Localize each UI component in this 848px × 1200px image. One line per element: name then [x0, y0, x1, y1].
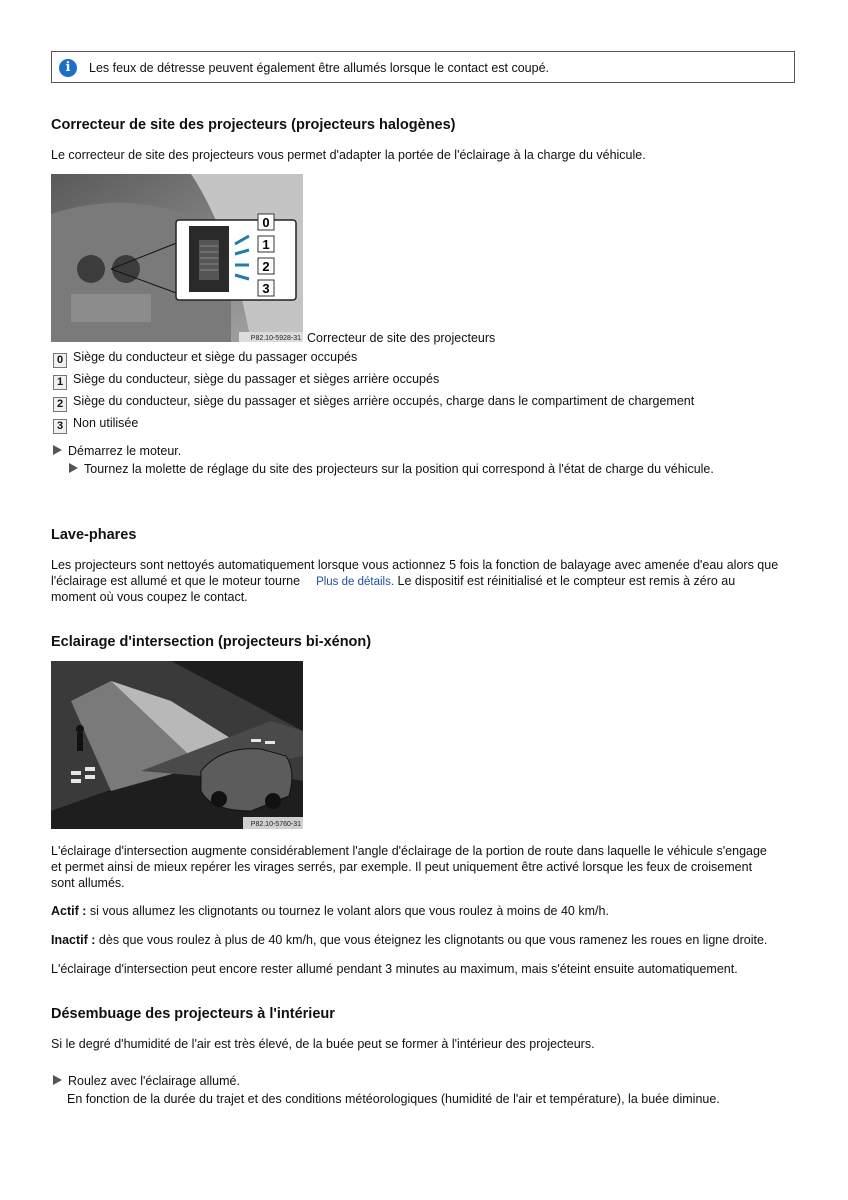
legend-item-1 [53, 371, 439, 390]
legend-text: Non utilisée [73, 416, 139, 430]
legend-text: Siège du conducteur, siège du passager et sièges arrière occupés, charge dans le compartiment de chargement [73, 394, 695, 408]
legend-text: Siège du conducteur et siège du passager occupés [73, 350, 358, 364]
info-box [51, 51, 795, 83]
dial-label-1: 1 [262, 237, 270, 252]
intersection-illustration [51, 661, 303, 829]
legend-key: 1 [53, 375, 67, 390]
section-title-headlamp-range: Correcteur de site des projecteurs (projecteurs halogènes) [51, 117, 456, 133]
figure-code: P82.10-5928-31 [250, 335, 301, 342]
demisting-intro: Si le degré d'humidité de l'air est très élevé, de la buée peut se former à l'intérieur des projecteurs. [51, 1037, 595, 1051]
info-text: Les feux de détresse peuvent également être allumés lorsque le contact est coupé. [89, 61, 550, 75]
step-turn-dial [69, 461, 714, 477]
bullet-arrow-icon [69, 463, 78, 473]
figure-code: P82.10-5760-31 [250, 821, 301, 828]
legend-key: 2 [53, 397, 67, 412]
legend-item-3 [53, 415, 138, 434]
washer-line-2: l'éclairage est allumé et que le moteur tourne Plus de détails. Le dispositif est réinitialisé et le compteur est remis à zéro au [51, 574, 736, 588]
cornering-timeout: L'éclairage d'intersection peut encore rester allumé pendant 3 minutes au maximum, mais s'éteint ensuite automatiquement. [51, 962, 738, 976]
bullet-arrow-icon [53, 445, 62, 455]
demisting-detail: En fonction de la durée du trajet et des conditions météorologiques (humidité de l'air et température), la buée diminue. [67, 1092, 720, 1106]
section-title-headlamp-washer: Lave-phares [51, 527, 137, 543]
headlamp-range-figure [51, 174, 303, 342]
step-start-engine [53, 443, 181, 459]
headlamp-range-intro: Le correcteur de site des projecteurs vous permet d'adapter la portée de l'éclairage à la charge du véhicule. [51, 148, 646, 162]
info-icon: i [59, 59, 77, 77]
section-title-demisting: Désembuage des projecteurs à l'intérieur [51, 1006, 335, 1022]
figure-caption: Correcteur de site des projecteurs [307, 331, 496, 345]
cornering-para-line-1: L'éclairage d'intersection augmente considérablement l'angle d'éclairage de la portion de route dans laquelle le véhicule s'engage [51, 844, 767, 858]
legend-item-2 [53, 393, 694, 412]
step-text: Roulez avec l'éclairage allumé. [68, 1074, 240, 1088]
washer-line-1: Les projecteurs sont nettoyés automatiquement lorsque vous actionnez 5 fois la fonction de balayage avec amenée d'eau alors que [51, 558, 779, 572]
legend-key: 0 [53, 353, 67, 368]
section-title-cornering-light: Eclairage d'intersection (projecteurs bi-xénon) [51, 634, 372, 650]
more-details-link[interactable]: Plus de détails. [316, 576, 395, 588]
legend-item-0 [53, 349, 357, 368]
cornering-para-line-3: sont allumés. [51, 876, 125, 890]
cornering-active: Actif : si vous allumez les clignotants ou tournez le volant alors que vous roulez à moins de 40 km/h. [51, 904, 609, 918]
cornering-light-figure [51, 661, 303, 829]
step-text: Démarrez le moteur. [68, 444, 182, 458]
dashboard-dial-illustration [51, 174, 303, 342]
legend-key: 3 [53, 419, 67, 434]
bullet-arrow-icon [53, 1075, 62, 1085]
cornering-inactive: Inactif : dès que vous roulez à plus de 40 km/h, que vous éteignez les clignotants ou que vous ramenez les roues en ligne droite. [51, 933, 768, 947]
legend-text: Siège du conducteur, siège du passager et sièges arrière occupés [73, 372, 440, 386]
step-text: Tournez la molette de réglage du site des projecteurs sur la position qui correspond à l'état de charge du véhicule. [84, 462, 714, 476]
step-drive-lights-on [53, 1073, 240, 1089]
dial-label-3: 3 [262, 281, 270, 296]
cornering-para-line-2: et permet ainsi de mieux repérer les virages serrés, par exemple. Il peut uniquement être activé lorsque les feux de croisement [51, 860, 753, 874]
washer-line-3: moment où vous coupez le contact. [51, 590, 248, 604]
dial-label-2: 2 [262, 259, 270, 274]
dial-label-0: 0 [262, 215, 270, 230]
